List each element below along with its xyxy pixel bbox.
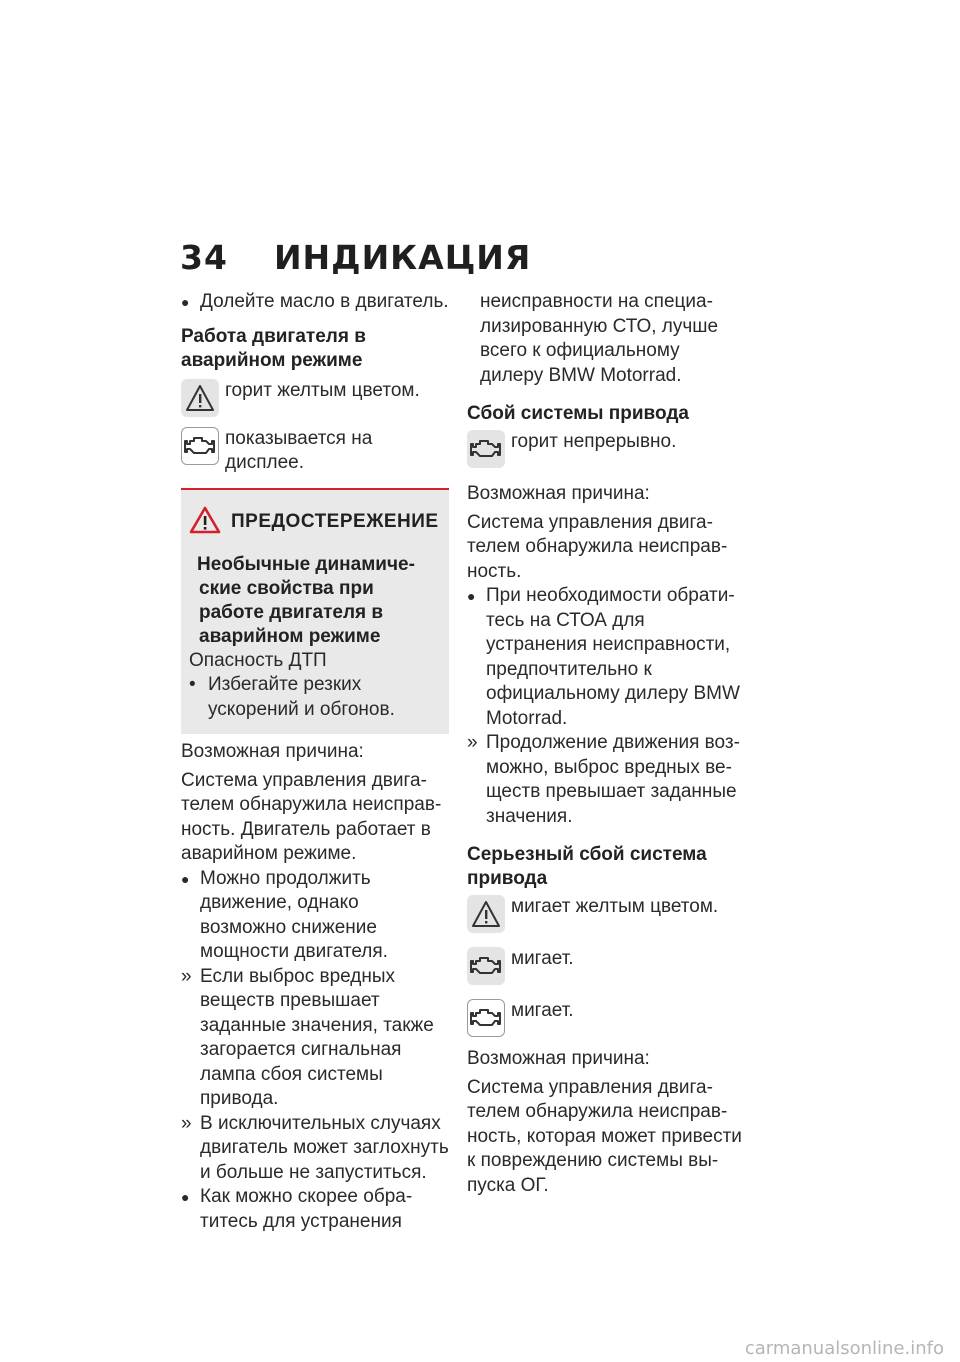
page-header (180, 238, 531, 277)
bullet-marker: ● (467, 588, 476, 604)
arrow-marker: » (467, 732, 478, 753)
page-number: 34 (180, 238, 228, 277)
bullet-marker: ● (181, 870, 190, 887)
engine-icon (467, 947, 505, 985)
list-item-text: Можно продолжить движение, однако возможно снижение мощности двигателя. (200, 867, 388, 962)
section-heading: Сбой системы привода (467, 403, 689, 424)
list-item (467, 584, 743, 731)
list-item (181, 965, 449, 1112)
engine-icon (467, 999, 505, 1037)
warning-triangle-icon (181, 379, 219, 417)
cause-text: Система управления двигателем обнаружила неисправность, которая может привести к повреждению системы выпуска ОГ. (467, 1076, 742, 1196)
indicator-text: мигает желтым цветом. (511, 896, 719, 917)
indicator-row (467, 947, 743, 985)
indicator-row (181, 379, 449, 417)
cause-label: Возможная причина: (467, 1048, 650, 1069)
cause-text: Система управления двигателем обнаружила неисправность. Двигатель работает в аварийном режиме. (181, 769, 442, 864)
indicator-row (467, 895, 743, 933)
warning-label: ПРЕДОСТЕРЕЖЕНИЕ (231, 511, 439, 532)
indicator-text: мигает. (511, 948, 574, 969)
list-item-text: Если выброс вредных веществ превышает заданные значения, также загорается сигнальная лампа сбоя системы привода. (200, 965, 434, 1109)
indicator-text: горит желтым цветом. (225, 379, 420, 401)
cause-label: Возможная причина: (467, 483, 650, 504)
warning-heading: Необычные динамические свойства при работе двигателя в аварийном режиме (197, 553, 415, 647)
section-heading: Серьезный сбой система привода (467, 844, 707, 889)
cause-label: Возможная причина: (181, 741, 364, 762)
arrow-marker: » (181, 1112, 192, 1134)
list-item-text: Продолжение движения возможно, выброс вредных веществ превышает заданные значения. (486, 732, 740, 827)
list-item (467, 731, 743, 829)
list-item (181, 1112, 449, 1186)
page-title: ИНДИКАЦИЯ (273, 238, 532, 277)
bullet-marker: ● (181, 294, 190, 310)
right-column (467, 290, 743, 1198)
watermark: carmanualsonline.info (744, 1338, 944, 1359)
continued-text: неисправности на специализированную СТО, лучше всего к официальному дилеру BMW Motorrad. (480, 291, 719, 386)
indicator-row (467, 999, 743, 1037)
warning-header (189, 506, 441, 539)
indicator-text: горит непрерывно. (511, 431, 677, 452)
list-item (181, 1185, 449, 1234)
list-item-text: В исключительных случаях двигатель может заглохнуть и больше не запуститься. (200, 1112, 449, 1183)
list-item-text: Долейте масло в двигатель. (200, 291, 449, 312)
indicator-row (467, 430, 743, 468)
engine-icon (181, 427, 219, 465)
warning-triangle-icon (467, 895, 505, 933)
left-column (181, 290, 449, 1234)
arrow-marker: » (181, 965, 192, 987)
list-item-text: При необходимости обратитесь на СТОА для устранения неисправности, предпочтительно к официальному дилеру BMW Motorrad. (486, 585, 740, 729)
section-heading: Работа двигателя в аварийном режиме (181, 325, 366, 371)
engine-icon (467, 430, 505, 468)
indicator-text: мигает. (511, 1000, 574, 1021)
indicator-text: показывается на дисплее. (225, 427, 373, 473)
list-item (189, 673, 441, 722)
list-item-text: Избегайте резких ускорений и обгонов. (208, 674, 395, 720)
indicator-row (181, 427, 449, 476)
list-item (181, 290, 449, 315)
bullet-marker: ● (181, 1189, 190, 1205)
list-item-text: Как можно скорее обратитесь для устранения (200, 1186, 413, 1232)
warning-red-triangle-icon (189, 506, 221, 539)
danger-text: Опасность ДТП (189, 649, 327, 671)
list-item (181, 867, 449, 965)
cause-text: Система управления двигателем обнаружила неисправность. (467, 511, 728, 582)
bullet-marker: • (189, 674, 196, 695)
warning-box (181, 488, 449, 735)
